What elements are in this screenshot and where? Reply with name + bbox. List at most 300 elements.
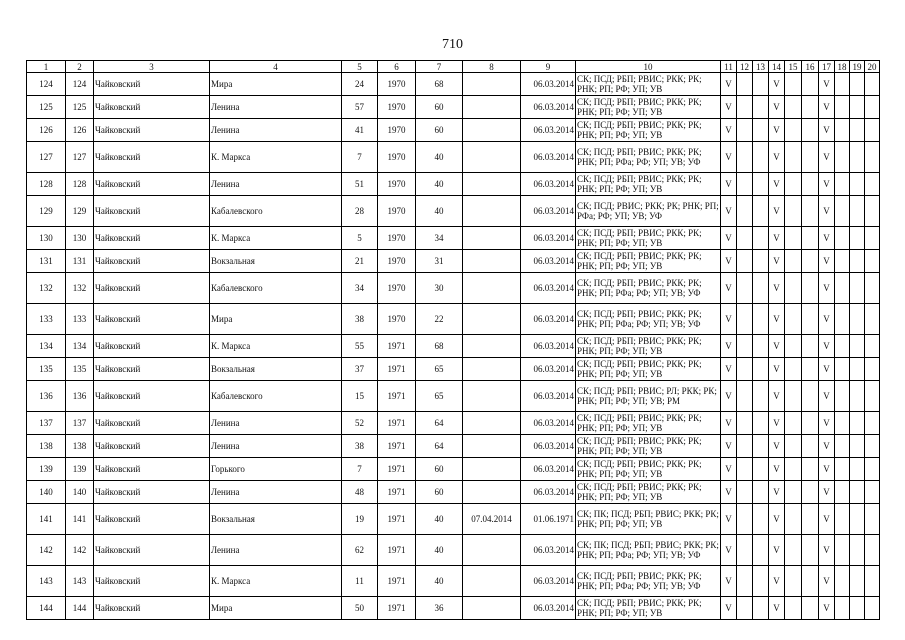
house-number-cell: 28	[342, 196, 378, 227]
house-number-cell: 19	[342, 504, 378, 535]
column-header-10: 10	[576, 61, 721, 73]
mark-cell-17: V	[819, 273, 835, 304]
column-header-8: 8	[463, 61, 521, 73]
mark-cell-20	[865, 481, 880, 504]
street-cell: Кабалевского	[210, 381, 342, 412]
mark-cell-17: V	[819, 358, 835, 381]
mark-cell-15	[785, 504, 802, 535]
works-list-cell: СК; ПСД; РБП; РВИС; РКК; РК; РНК; РП; РФа; РФ; УП; УВ; УФ	[576, 142, 721, 173]
house-number-cell: 15	[342, 381, 378, 412]
mark-cell-11: V	[721, 273, 737, 304]
build-year-cell: 1970	[378, 250, 416, 273]
mark-cell-12	[737, 435, 753, 458]
house-number-cell: 50	[342, 597, 378, 620]
mark-cell-11: V	[721, 304, 737, 335]
mark-cell-19	[850, 435, 865, 458]
mark-cell-19	[850, 597, 865, 620]
mark-cell-14: V	[769, 142, 785, 173]
mark-cell-13	[753, 412, 769, 435]
mark-cell-15	[785, 458, 802, 481]
date-cell-9: 01.06.1971	[521, 504, 576, 535]
mark-cell-19	[850, 458, 865, 481]
mark-cell-19	[850, 335, 865, 358]
mark-cell-19	[850, 504, 865, 535]
mark-cell-12	[737, 227, 753, 250]
column-header-2: 2	[66, 61, 94, 73]
works-list-cell: СК; ПСД; РБП; РВИС; РКК; РК; РНК; РП; РФ; УП; УВ	[576, 119, 721, 142]
apartments-cell: 30	[416, 273, 463, 304]
works-list-cell: СК; ПСД; РБП; РВИС; РКК; РК; РНК; РП; РФ; УП; УВ	[576, 227, 721, 250]
mark-cell-13	[753, 504, 769, 535]
build-year-cell: 1971	[378, 504, 416, 535]
date-cell-9: 06.03.2014	[521, 227, 576, 250]
table-row	[27, 196, 880, 227]
house-number-cell: 5	[342, 227, 378, 250]
mark-cell-17: V	[819, 250, 835, 273]
mark-cell-13	[753, 119, 769, 142]
mark-cell-18	[835, 358, 850, 381]
street-cell: Кабалевского	[210, 273, 342, 304]
table-row	[27, 435, 880, 458]
mark-cell-19	[850, 273, 865, 304]
works-list-cell: СК; ПСД; РБП; РВИС; РЛ; РКК; РК; РНК; РП; РФ; УП; УВ; РМ	[576, 381, 721, 412]
mark-cell-11: V	[721, 119, 737, 142]
mark-cell-19	[850, 96, 865, 119]
mark-cell-12	[737, 196, 753, 227]
mark-cell-15	[785, 119, 802, 142]
table-row	[27, 504, 880, 535]
house-number-cell: 34	[342, 273, 378, 304]
mark-cell-15	[785, 566, 802, 597]
mark-cell-17: V	[819, 412, 835, 435]
date-cell-9: 06.03.2014	[521, 250, 576, 273]
build-year-cell: 1971	[378, 335, 416, 358]
mark-cell-20	[865, 412, 880, 435]
mark-cell-16	[802, 481, 819, 504]
mark-cell-20	[865, 335, 880, 358]
column-header-14: 14	[769, 61, 785, 73]
city-cell: Чайковский	[94, 597, 210, 620]
record-number: 132	[66, 273, 94, 304]
mark-cell-11: V	[721, 566, 737, 597]
street-cell: Горького	[210, 458, 342, 481]
mark-cell-18	[835, 458, 850, 481]
mark-cell-18	[835, 381, 850, 412]
mark-cell-16	[802, 96, 819, 119]
mark-cell-15	[785, 358, 802, 381]
date-cell-8	[463, 412, 521, 435]
mark-cell-13	[753, 458, 769, 481]
works-list-cell: СК; ПСД; РБП; РВИС; РКК; РК; РНК; РП; РФ; УП; УВ	[576, 173, 721, 196]
row-number: 140	[27, 481, 66, 504]
mark-cell-13	[753, 481, 769, 504]
mark-cell-12	[737, 142, 753, 173]
mark-cell-18	[835, 119, 850, 142]
mark-cell-12	[737, 173, 753, 196]
mark-cell-15	[785, 435, 802, 458]
city-cell: Чайковский	[94, 119, 210, 142]
works-list-cell: СК; ПСД; РБП; РВИС; РКК; РК; РНК; РП; РФа; РФ; УП; УВ; УФ	[576, 273, 721, 304]
column-header-9: 9	[521, 61, 576, 73]
column-header-11: 11	[721, 61, 737, 73]
row-number: 144	[27, 597, 66, 620]
mark-cell-13	[753, 597, 769, 620]
date-cell-9: 06.03.2014	[521, 535, 576, 566]
apartments-cell: 68	[416, 335, 463, 358]
mark-cell-12	[737, 381, 753, 412]
mark-cell-20	[865, 304, 880, 335]
mark-cell-20	[865, 535, 880, 566]
mark-cell-17: V	[819, 96, 835, 119]
date-cell-9: 06.03.2014	[521, 196, 576, 227]
date-cell-9: 06.03.2014	[521, 119, 576, 142]
housing-registry-table	[26, 60, 880, 620]
date-cell-8	[463, 96, 521, 119]
mark-cell-12	[737, 250, 753, 273]
mark-cell-15	[785, 227, 802, 250]
mark-cell-18	[835, 196, 850, 227]
date-cell-9: 06.03.2014	[521, 96, 576, 119]
mark-cell-19	[850, 358, 865, 381]
table-row	[27, 119, 880, 142]
record-number: 125	[66, 96, 94, 119]
table-row	[27, 597, 880, 620]
date-cell-8	[463, 481, 521, 504]
street-cell: Ленина	[210, 412, 342, 435]
mark-cell-20	[865, 435, 880, 458]
house-number-cell: 21	[342, 250, 378, 273]
mark-cell-20	[865, 119, 880, 142]
mark-cell-18	[835, 435, 850, 458]
mark-cell-17: V	[819, 481, 835, 504]
house-number-cell: 38	[342, 304, 378, 335]
date-cell-8: 07.04.2014	[463, 504, 521, 535]
mark-cell-13	[753, 566, 769, 597]
mark-cell-16	[802, 358, 819, 381]
mark-cell-12	[737, 273, 753, 304]
mark-cell-14: V	[769, 119, 785, 142]
mark-cell-13	[753, 358, 769, 381]
mark-cell-20	[865, 273, 880, 304]
street-cell: Мира	[210, 73, 342, 96]
mark-cell-17: V	[819, 196, 835, 227]
table-row	[27, 250, 880, 273]
mark-cell-19	[850, 381, 865, 412]
city-cell: Чайковский	[94, 435, 210, 458]
record-number: 133	[66, 304, 94, 335]
mark-cell-16	[802, 535, 819, 566]
record-number: 142	[66, 535, 94, 566]
build-year-cell: 1970	[378, 142, 416, 173]
apartments-cell: 64	[416, 412, 463, 435]
record-number: 141	[66, 504, 94, 535]
mark-cell-16	[802, 597, 819, 620]
mark-cell-15	[785, 381, 802, 412]
mark-cell-19	[850, 73, 865, 96]
street-cell: Ленина	[210, 119, 342, 142]
column-header-18: 18	[835, 61, 850, 73]
record-number: 144	[66, 597, 94, 620]
column-header-3: 3	[94, 61, 210, 73]
works-list-cell: СК; ПСД; РБП; РВИС; РКК; РК; РНК; РП; РФ; УП; УВ	[576, 73, 721, 96]
build-year-cell: 1970	[378, 119, 416, 142]
row-number: 139	[27, 458, 66, 481]
house-number-cell: 11	[342, 566, 378, 597]
apartments-cell: 40	[416, 566, 463, 597]
city-cell: Чайковский	[94, 566, 210, 597]
date-cell-8	[463, 273, 521, 304]
mark-cell-16	[802, 250, 819, 273]
record-number: 126	[66, 119, 94, 142]
mark-cell-20	[865, 566, 880, 597]
house-number-cell: 62	[342, 535, 378, 566]
build-year-cell: 1970	[378, 304, 416, 335]
city-cell: Чайковский	[94, 412, 210, 435]
mark-cell-11: V	[721, 73, 737, 96]
column-header-20: 20	[865, 61, 880, 73]
street-cell: Ленина	[210, 435, 342, 458]
mark-cell-18	[835, 142, 850, 173]
mark-cell-12	[737, 458, 753, 481]
apartments-cell: 60	[416, 119, 463, 142]
mark-cell-15	[785, 597, 802, 620]
build-year-cell: 1971	[378, 435, 416, 458]
mark-cell-20	[865, 458, 880, 481]
mark-cell-11: V	[721, 196, 737, 227]
apartments-cell: 40	[416, 196, 463, 227]
house-number-cell: 48	[342, 481, 378, 504]
works-list-cell: СК; ПСД; РБП; РВИС; РКК; РК; РНК; РП; РФ; УП; УВ	[576, 335, 721, 358]
date-cell-9: 06.03.2014	[521, 173, 576, 196]
date-cell-9: 06.03.2014	[521, 335, 576, 358]
table-row	[27, 358, 880, 381]
table-row	[27, 412, 880, 435]
mark-cell-18	[835, 227, 850, 250]
build-year-cell: 1970	[378, 96, 416, 119]
street-cell: Вокзальная	[210, 250, 342, 273]
works-list-cell: СК; ПСД; РБП; РВИС; РКК; РК; РНК; РП; РФ; УП; УВ	[576, 481, 721, 504]
mark-cell-15	[785, 481, 802, 504]
page-number: 710	[442, 37, 463, 52]
row-number: 126	[27, 119, 66, 142]
column-header-13: 13	[753, 61, 769, 73]
row-number: 125	[27, 96, 66, 119]
mark-cell-11: V	[721, 381, 737, 412]
apartments-cell: 60	[416, 458, 463, 481]
house-number-cell: 7	[342, 142, 378, 173]
mark-cell-14: V	[769, 73, 785, 96]
mark-cell-16	[802, 435, 819, 458]
date-cell-9: 06.03.2014	[521, 273, 576, 304]
date-cell-8	[463, 250, 521, 273]
build-year-cell: 1971	[378, 535, 416, 566]
apartments-cell: 40	[416, 173, 463, 196]
apartments-cell: 64	[416, 435, 463, 458]
row-number: 137	[27, 412, 66, 435]
mark-cell-15	[785, 304, 802, 335]
mark-cell-11: V	[721, 597, 737, 620]
mark-cell-20	[865, 196, 880, 227]
build-year-cell: 1970	[378, 73, 416, 96]
record-number: 137	[66, 412, 94, 435]
mark-cell-13	[753, 381, 769, 412]
mark-cell-11: V	[721, 412, 737, 435]
house-number-cell: 52	[342, 412, 378, 435]
build-year-cell: 1971	[378, 458, 416, 481]
mark-cell-14: V	[769, 273, 785, 304]
column-header-16: 16	[802, 61, 819, 73]
street-cell: Ленина	[210, 96, 342, 119]
date-cell-8	[463, 173, 521, 196]
mark-cell-12	[737, 412, 753, 435]
mark-cell-13	[753, 435, 769, 458]
mark-cell-16	[802, 458, 819, 481]
mark-cell-12	[737, 504, 753, 535]
build-year-cell: 1971	[378, 481, 416, 504]
mark-cell-13	[753, 535, 769, 566]
mark-cell-16	[802, 381, 819, 412]
row-number: 136	[27, 381, 66, 412]
mark-cell-19	[850, 566, 865, 597]
table-row	[27, 73, 880, 96]
table-row	[27, 304, 880, 335]
mark-cell-14: V	[769, 597, 785, 620]
city-cell: Чайковский	[94, 196, 210, 227]
city-cell: Чайковский	[94, 458, 210, 481]
works-list-cell: СК; ПСД; РБП; РВИС; РКК; РК; РНК; РП; РФа; РФ; УП; УВ; УФ	[576, 566, 721, 597]
works-list-cell: СК; ПК; ПСД; РБП; РВИС; РКК; РК; РНК; РП; РФа; РФ; УП; УВ; УФ	[576, 535, 721, 566]
mark-cell-14: V	[769, 358, 785, 381]
mark-cell-17: V	[819, 335, 835, 358]
mark-cell-17: V	[819, 173, 835, 196]
mark-cell-15	[785, 142, 802, 173]
record-number: 140	[66, 481, 94, 504]
mark-cell-15	[785, 196, 802, 227]
mark-cell-17: V	[819, 458, 835, 481]
mark-cell-11: V	[721, 535, 737, 566]
mark-cell-18	[835, 73, 850, 96]
mark-cell-12	[737, 96, 753, 119]
table-row	[27, 96, 880, 119]
record-number: 128	[66, 173, 94, 196]
mark-cell-16	[802, 227, 819, 250]
column-header-12: 12	[737, 61, 753, 73]
street-cell: Мира	[210, 304, 342, 335]
mark-cell-20	[865, 96, 880, 119]
mark-cell-14: V	[769, 96, 785, 119]
mark-cell-12	[737, 73, 753, 96]
table-row	[27, 381, 880, 412]
mark-cell-16	[802, 504, 819, 535]
city-cell: Чайковский	[94, 304, 210, 335]
mark-cell-11: V	[721, 173, 737, 196]
table-row	[27, 535, 880, 566]
mark-cell-19	[850, 119, 865, 142]
mark-cell-11: V	[721, 335, 737, 358]
mark-cell-11: V	[721, 458, 737, 481]
row-number: 131	[27, 250, 66, 273]
mark-cell-17: V	[819, 119, 835, 142]
mark-cell-20	[865, 504, 880, 535]
mark-cell-18	[835, 304, 850, 335]
mark-cell-19	[850, 481, 865, 504]
date-cell-8	[463, 335, 521, 358]
house-number-cell: 57	[342, 96, 378, 119]
mark-cell-20	[865, 597, 880, 620]
mark-cell-15	[785, 73, 802, 96]
table-row	[27, 566, 880, 597]
record-number: 129	[66, 196, 94, 227]
table-row	[27, 273, 880, 304]
mark-cell-19	[850, 250, 865, 273]
city-cell: Чайковский	[94, 504, 210, 535]
row-number: 132	[27, 273, 66, 304]
mark-cell-11: V	[721, 227, 737, 250]
street-cell: К. Маркса	[210, 142, 342, 173]
mark-cell-12	[737, 597, 753, 620]
date-cell-9: 06.03.2014	[521, 481, 576, 504]
apartments-cell: 68	[416, 73, 463, 96]
column-header-4: 4	[210, 61, 342, 73]
city-cell: Чайковский	[94, 535, 210, 566]
date-cell-8	[463, 196, 521, 227]
mark-cell-19	[850, 227, 865, 250]
date-cell-8	[463, 304, 521, 335]
date-cell-9: 06.03.2014	[521, 73, 576, 96]
apartments-cell: 31	[416, 250, 463, 273]
mark-cell-14: V	[769, 335, 785, 358]
mark-cell-11: V	[721, 358, 737, 381]
row-number: 143	[27, 566, 66, 597]
works-list-cell: СК; ПСД; РБП; РВИС; РКК; РК; РНК; РП; РФ; УП; УВ	[576, 96, 721, 119]
build-year-cell: 1971	[378, 412, 416, 435]
mark-cell-16	[802, 273, 819, 304]
house-number-cell: 38	[342, 435, 378, 458]
apartments-cell: 40	[416, 142, 463, 173]
apartments-cell: 40	[416, 504, 463, 535]
table-row	[27, 458, 880, 481]
record-number: 135	[66, 358, 94, 381]
date-cell-9: 06.03.2014	[521, 458, 576, 481]
city-cell: Чайковский	[94, 173, 210, 196]
date-cell-9: 06.03.2014	[521, 566, 576, 597]
mark-cell-15	[785, 96, 802, 119]
mark-cell-18	[835, 335, 850, 358]
works-list-cell: СК; ПСД; РБП; РВИС; РКК; РК; РНК; РП; РФа; РФ; УП; УВ; УФ	[576, 304, 721, 335]
mark-cell-19	[850, 196, 865, 227]
city-cell: Чайковский	[94, 227, 210, 250]
date-cell-8	[463, 358, 521, 381]
mark-cell-12	[737, 335, 753, 358]
mark-cell-17: V	[819, 142, 835, 173]
column-header-6: 6	[378, 61, 416, 73]
mark-cell-13	[753, 142, 769, 173]
city-cell: Чайковский	[94, 358, 210, 381]
date-cell-9: 06.03.2014	[521, 412, 576, 435]
apartments-cell: 65	[416, 381, 463, 412]
mark-cell-14: V	[769, 381, 785, 412]
mark-cell-18	[835, 535, 850, 566]
mark-cell-16	[802, 335, 819, 358]
city-cell: Чайковский	[94, 96, 210, 119]
row-number: 130	[27, 227, 66, 250]
mark-cell-13	[753, 304, 769, 335]
street-cell: Вокзальная	[210, 504, 342, 535]
works-list-cell: СК; ПСД; РБП; РВИС; РКК; РК; РНК; РП; РФ; УП; УВ	[576, 250, 721, 273]
mark-cell-14: V	[769, 458, 785, 481]
mark-cell-19	[850, 412, 865, 435]
mark-cell-15	[785, 173, 802, 196]
